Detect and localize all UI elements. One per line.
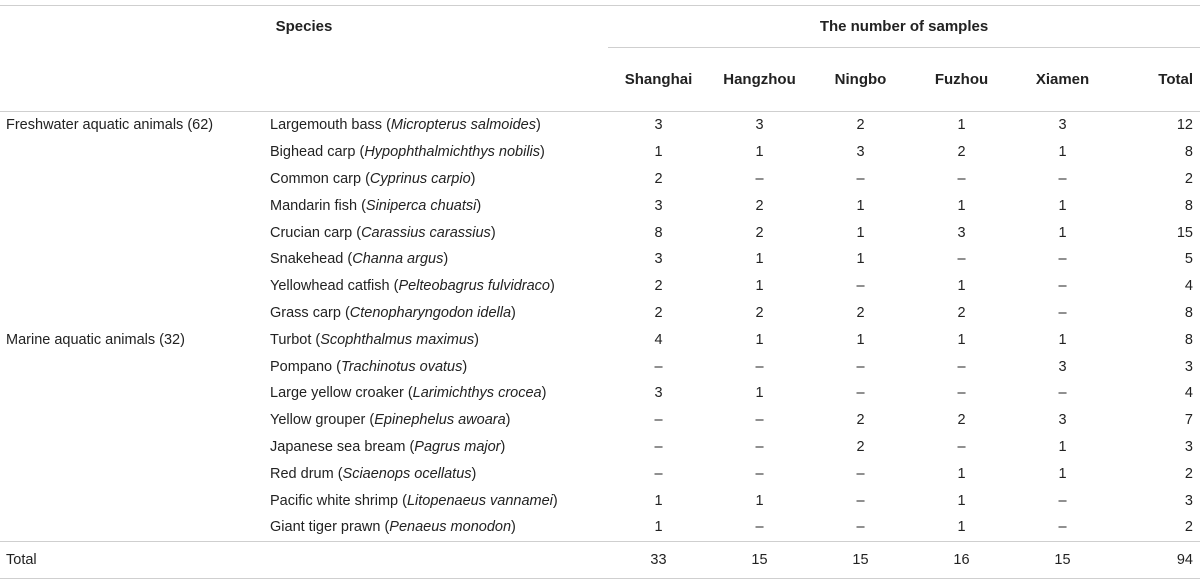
total-count: 16 bbox=[911, 541, 1012, 578]
sample-count: 3 bbox=[755, 117, 764, 134]
sample-count: 2 bbox=[755, 197, 764, 214]
species-common-name: Snakehead bbox=[270, 251, 344, 268]
total-label: Total bbox=[0, 541, 263, 578]
sample-count: 4 bbox=[1184, 385, 1193, 402]
group-label bbox=[0, 514, 263, 541]
sample-count: 3 bbox=[654, 251, 663, 268]
species-common-name: Bighead carp bbox=[270, 144, 356, 161]
table-row bbox=[0, 380, 1200, 407]
sample-count: 2 bbox=[654, 278, 663, 295]
species-latin-name: Channa argus bbox=[352, 251, 444, 268]
species-name: Snakehead (Channa argus) bbox=[270, 251, 449, 268]
sample-count: 1 bbox=[856, 331, 865, 348]
sample-count: – bbox=[755, 519, 764, 536]
sample-count: – bbox=[755, 412, 764, 429]
sample-count: – bbox=[957, 438, 966, 455]
sample-count: 1 bbox=[957, 465, 966, 482]
species-name: Large yellow croaker (Larimichthys crocea) bbox=[270, 385, 547, 402]
col-header-ningbo: Ningbo bbox=[810, 48, 911, 112]
sample-count: 2 bbox=[1184, 170, 1193, 187]
sample-count: – bbox=[1058, 278, 1067, 295]
sample-count: – bbox=[755, 358, 764, 375]
species-latin-name: Carassius carassius bbox=[361, 224, 491, 241]
species-common-name: Mandarin fish bbox=[270, 197, 358, 214]
sample-count: 1 bbox=[1058, 465, 1067, 482]
species-name: Pacific white shrimp (Litopenaeus vannamei) bbox=[270, 492, 558, 509]
total-row bbox=[0, 541, 1200, 578]
sample-count: – bbox=[856, 519, 865, 536]
sample-count: 2 bbox=[1184, 519, 1193, 536]
total-count: 94 bbox=[1113, 541, 1200, 578]
species-common-name: Common carp bbox=[270, 170, 362, 187]
sample-count: 2 bbox=[856, 412, 865, 429]
species-latin-name: Micropterus salmoides bbox=[390, 117, 536, 134]
sample-count: 5 bbox=[1184, 251, 1193, 268]
species-latin-name: Scophthalmus maximus bbox=[320, 331, 475, 348]
samples-header: The number of samples bbox=[608, 6, 1200, 48]
total-count: 15 bbox=[810, 541, 911, 578]
sample-count: – bbox=[856, 465, 865, 482]
sample-count: – bbox=[957, 170, 966, 187]
sample-count: 3 bbox=[1058, 412, 1067, 429]
sample-count: 3 bbox=[1058, 117, 1067, 134]
sample-count: 3 bbox=[957, 224, 966, 241]
sample-count: 15 bbox=[1176, 224, 1193, 241]
sample-count: 1 bbox=[957, 492, 966, 509]
species-common-name: Grass carp bbox=[270, 304, 341, 321]
sample-count: – bbox=[856, 170, 865, 187]
total-count: 33 bbox=[608, 541, 709, 578]
sample-count: – bbox=[957, 251, 966, 268]
species-common-name: Japanese sea bream bbox=[270, 438, 406, 455]
table-row bbox=[0, 353, 1200, 380]
species-latin-name: Epinephelus awoara bbox=[374, 412, 506, 429]
sample-count: – bbox=[957, 385, 966, 402]
sample-count: 1 bbox=[856, 251, 865, 268]
sample-count: 2 bbox=[957, 412, 966, 429]
sample-count: – bbox=[1058, 492, 1067, 509]
species-common-name: Largemouth bass bbox=[270, 117, 383, 134]
sample-count: 7 bbox=[1184, 412, 1193, 429]
species-common-name: Pacific white shrimp bbox=[270, 492, 399, 509]
col-header-hangzhou: Hangzhou bbox=[709, 48, 810, 112]
species-name: Common carp (Cyprinus carpio) bbox=[270, 170, 476, 187]
sample-count: 3 bbox=[1058, 358, 1067, 375]
species-name: Grass carp (Ctenopharyngodon idella) bbox=[270, 304, 516, 321]
sample-count: – bbox=[755, 465, 764, 482]
table-row bbox=[0, 246, 1200, 273]
species-name: Bighead carp (Hypophthalmichthys nobilis) bbox=[270, 144, 545, 161]
group-label bbox=[0, 434, 263, 461]
sample-count: – bbox=[1058, 385, 1067, 402]
col-header-fuzhou: Fuzhou bbox=[911, 48, 1012, 112]
group-label bbox=[0, 219, 263, 246]
table-row bbox=[0, 434, 1200, 461]
sample-count: – bbox=[654, 465, 663, 482]
sample-count: 2 bbox=[1184, 465, 1193, 482]
sample-count: 2 bbox=[755, 224, 764, 241]
sample-count: 3 bbox=[654, 385, 663, 402]
sample-count: 1 bbox=[755, 385, 764, 402]
sample-count: – bbox=[957, 358, 966, 375]
sample-count: – bbox=[1058, 170, 1067, 187]
group-label bbox=[0, 273, 263, 300]
species-latin-name: Pagrus major bbox=[414, 438, 501, 455]
sample-count: – bbox=[755, 170, 764, 187]
group-label bbox=[0, 246, 263, 273]
col-header-total: Total bbox=[1113, 48, 1200, 112]
sample-count: 1 bbox=[1058, 144, 1067, 161]
sample-count: 1 bbox=[755, 331, 764, 348]
sample-count: 8 bbox=[1184, 197, 1193, 214]
sample-count: 8 bbox=[1184, 144, 1193, 161]
sample-count: – bbox=[1058, 251, 1067, 268]
group-label: Freshwater aquatic animals (62) bbox=[6, 117, 214, 134]
species-latin-name: Litopenaeus vannamei bbox=[406, 492, 553, 509]
species-common-name: Red drum bbox=[270, 465, 334, 482]
group-label: Marine aquatic animals (32) bbox=[6, 331, 185, 348]
sample-count: 4 bbox=[654, 331, 663, 348]
group-label bbox=[0, 380, 263, 407]
sample-count: 1 bbox=[957, 331, 966, 348]
sample-count: 3 bbox=[1184, 492, 1193, 509]
species-common-name: Giant tiger prawn bbox=[270, 519, 381, 536]
table-row bbox=[0, 407, 1200, 434]
sample-count: 1 bbox=[654, 492, 663, 509]
sample-count: 2 bbox=[755, 304, 764, 321]
species-name: Yellowhead catfish (Pelteobagrus fulvidraco) bbox=[270, 278, 555, 295]
table-row bbox=[0, 219, 1200, 246]
species-common-name: Yellow grouper bbox=[270, 412, 366, 429]
sample-count: 1 bbox=[755, 251, 764, 268]
sample-count: 1 bbox=[755, 278, 764, 295]
total-count: 15 bbox=[709, 541, 810, 578]
species-name: Crucian carp (Carassius carassius) bbox=[270, 224, 496, 241]
sample-count: 1 bbox=[957, 197, 966, 214]
sample-count: 3 bbox=[654, 117, 663, 134]
table-row bbox=[0, 300, 1200, 327]
sample-count: 1 bbox=[654, 144, 663, 161]
species-common-name: Yellowhead catfish bbox=[270, 278, 390, 295]
table-row bbox=[0, 514, 1200, 541]
sample-count: 1 bbox=[957, 278, 966, 295]
group-label bbox=[0, 192, 263, 219]
sample-count: 1 bbox=[755, 492, 764, 509]
sample-count: 8 bbox=[1184, 331, 1193, 348]
sample-count: – bbox=[654, 358, 663, 375]
sample-count: 1 bbox=[1058, 331, 1067, 348]
species-latin-name: Cyprinus carpio bbox=[369, 170, 471, 187]
sample-count: 1 bbox=[1058, 197, 1067, 214]
species-latin-name: Trachinotus ovatus bbox=[340, 358, 463, 375]
sample-count: 1 bbox=[755, 144, 764, 161]
sample-count: 1 bbox=[957, 519, 966, 536]
group-label bbox=[0, 407, 263, 434]
table-row bbox=[0, 460, 1200, 487]
sample-count: 1 bbox=[1058, 224, 1067, 241]
sample-count: 2 bbox=[856, 117, 865, 134]
group-label bbox=[0, 166, 263, 193]
sample-count: 4 bbox=[1184, 278, 1193, 295]
species-latin-name: Hypophthalmichthys nobilis bbox=[364, 144, 541, 161]
species-common-name: Crucian carp bbox=[270, 224, 353, 241]
total-count: 15 bbox=[1012, 541, 1113, 578]
table-row bbox=[0, 487, 1200, 514]
sample-count: 3 bbox=[654, 197, 663, 214]
group-label bbox=[0, 487, 263, 514]
sample-count: 8 bbox=[1184, 304, 1193, 321]
table-body bbox=[0, 112, 1200, 579]
table-row bbox=[0, 166, 1200, 193]
group-label bbox=[0, 460, 263, 487]
sample-count: 2 bbox=[654, 304, 663, 321]
species-latin-name: Larimichthys crocea bbox=[412, 385, 542, 402]
species-common-name: Turbot bbox=[270, 331, 312, 348]
species-common-name: Large yellow croaker bbox=[270, 385, 404, 402]
sample-count: – bbox=[755, 438, 764, 455]
sample-count: 2 bbox=[654, 170, 663, 187]
sample-count: 12 bbox=[1176, 117, 1193, 134]
table-row bbox=[0, 326, 1200, 353]
sample-count: 2 bbox=[856, 304, 865, 321]
sample-count: – bbox=[1058, 304, 1067, 321]
species-latin-name: Siniperca chuatsi bbox=[365, 197, 477, 214]
species-name: Red drum (Sciaenops ocellatus) bbox=[270, 465, 477, 482]
sample-count: 3 bbox=[1184, 438, 1193, 455]
species-common-name: Pompano bbox=[270, 358, 333, 375]
sample-count: – bbox=[654, 412, 663, 429]
sample-count: 1 bbox=[1058, 438, 1067, 455]
species-latin-name: Pelteobagrus fulvidraco bbox=[398, 278, 550, 295]
sample-count: – bbox=[856, 358, 865, 375]
species-latin-name: Sciaenops ocellatus bbox=[342, 465, 472, 482]
species-latin-name: Ctenopharyngodon idella bbox=[349, 304, 512, 321]
sample-count: – bbox=[856, 492, 865, 509]
group-label bbox=[0, 139, 263, 166]
group-label bbox=[0, 300, 263, 327]
species-header: Species bbox=[0, 6, 608, 48]
col-header-shanghai: Shanghai bbox=[608, 48, 709, 112]
sample-count: – bbox=[856, 385, 865, 402]
species-latin-name: Penaeus monodon bbox=[389, 519, 512, 536]
sample-count: 3 bbox=[856, 144, 865, 161]
species-name: Giant tiger prawn (Penaeus monodon) bbox=[270, 519, 516, 536]
species-name: Japanese sea bream (Pagrus major) bbox=[270, 438, 506, 455]
sample-count: 1 bbox=[856, 197, 865, 214]
sample-count: 1 bbox=[654, 519, 663, 536]
sample-count: 2 bbox=[957, 144, 966, 161]
table-row bbox=[0, 273, 1200, 300]
sample-count: 1 bbox=[856, 224, 865, 241]
species-name: Largemouth bass (Micropterus salmoides) bbox=[270, 117, 541, 134]
sample-count: 2 bbox=[856, 438, 865, 455]
sample-count: – bbox=[856, 278, 865, 295]
samples-table bbox=[0, 5, 1200, 579]
col-header-xiamen: Xiamen bbox=[1012, 48, 1113, 112]
table-row bbox=[0, 192, 1200, 219]
sample-count: 8 bbox=[654, 224, 663, 241]
species-name: Yellow grouper (Epinephelus awoara) bbox=[270, 412, 511, 429]
sample-count: 2 bbox=[957, 304, 966, 321]
sample-count: 3 bbox=[1184, 358, 1193, 375]
species-name: Pompano (Trachinotus ovatus) bbox=[270, 358, 468, 375]
sample-count: – bbox=[1058, 519, 1067, 536]
group-label bbox=[0, 353, 263, 380]
sample-count: – bbox=[654, 438, 663, 455]
table-row bbox=[0, 139, 1200, 166]
species-name: Turbot (Scophthalmus maximus) bbox=[270, 331, 479, 348]
table-row bbox=[0, 112, 1200, 139]
sample-count: 1 bbox=[957, 117, 966, 134]
species-name: Mandarin fish (Siniperca chuatsi) bbox=[270, 197, 482, 214]
